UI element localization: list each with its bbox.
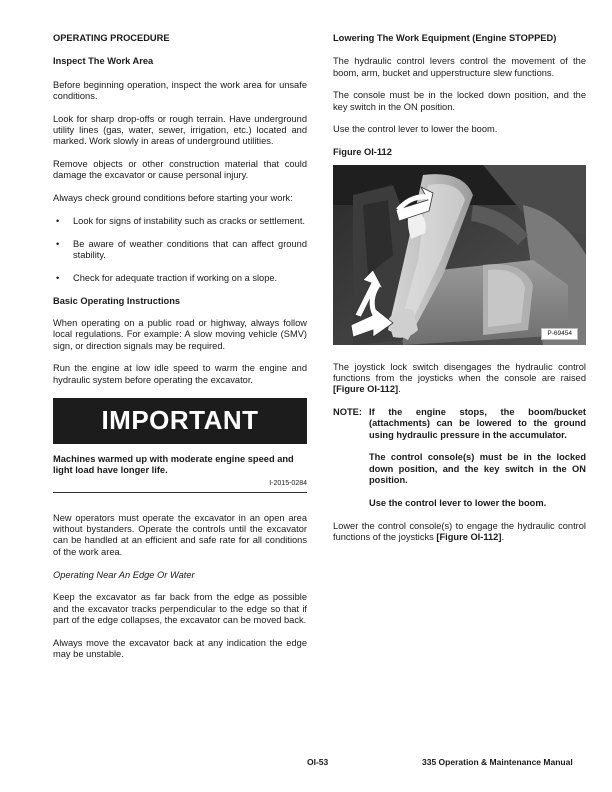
- figure-reference: [Figure OI-112]: [436, 531, 502, 542]
- left-column: [53, 33, 307, 672]
- note-block: [333, 407, 586, 509]
- bullet-list: [53, 216, 307, 284]
- important-banner: IMPORTANT: [53, 398, 307, 444]
- footer-manual-title: 335 Operation & Maintenance Manual: [422, 757, 573, 767]
- figure-reference: [Figure OI-112]: [333, 384, 399, 395]
- section-title: OPERATING PROCEDURE: [53, 33, 170, 43]
- bullet-glyph: •: [56, 272, 60, 283]
- note-label: NOTE:: [333, 406, 362, 417]
- paragraph: Always move the excavator back at any indication the edge may be unstable.: [53, 637, 307, 659]
- lowering-heading: Lowering The Work Equipment (Engine STOPPED): [333, 33, 557, 43]
- paragraph: Run the engine at low idle speed to warm the engine and hydraulic system before operating the excavator.: [53, 363, 307, 385]
- footer-page-number: OI-53: [307, 757, 329, 767]
- paragraph: Lower the control console(s) to engage the hydraulic control functions of the joysticks [Figure OI-112].: [333, 520, 586, 542]
- paragraph: The hydraulic control levers control the movement of the boom, arm, bucket and upperstructure slew functions.: [333, 56, 586, 78]
- edge-heading: Operating Near An Edge Or Water: [53, 569, 195, 580]
- bullet-glyph: •: [56, 238, 60, 249]
- important-rule: [53, 492, 307, 493]
- paragraph: When operating on a public road or highway, always follow local regulations. For example: A slow moving vehicle (SMV) sign, or direction signals may be required.: [53, 317, 307, 351]
- figure-label: Figure OI-112: [333, 147, 392, 158]
- paragraph: The console must be in the locked down position, and the key switch in the ON position.: [333, 90, 586, 112]
- note-paragraph: Use the control lever to lower the boom.: [369, 497, 547, 508]
- important-text: Machines warmed up with moderate engine speed and light load have longer life.: [53, 453, 294, 476]
- paragraph: Keep the excavator as far back from the edge as possible and the excavator tracks perpendicular to the edge so that if part of the edge collapses, the excavator can be moved back.: [53, 592, 307, 625]
- control-console-illustration: [333, 165, 586, 345]
- paragraph: The joystick lock switch disengages the hydraulic control functions from the joysticks when the console are raised [Figure OI-112].: [333, 361, 586, 395]
- paragraph: Use the control lever to lower the boom.: [333, 124, 498, 135]
- paragraph: Always check ground conditions before starting your work:: [53, 193, 293, 204]
- list-item: • Check for adequate traction if working on a slope.: [56, 272, 278, 283]
- inspect-heading: Inspect The Work Area: [53, 56, 154, 67]
- list-item: • Look for signs of instability such as cracks or settlement.: [56, 215, 306, 226]
- note-body: [369, 407, 586, 509]
- list-item: • Be aware of weather conditions that can affect ground stability.: [56, 238, 307, 261]
- note-paragraph: If the engine stops, the boom/bucket (attachments) can be lowered to the ground using hydraulic pressure in the accumulator.: [369, 406, 586, 440]
- note-paragraph: The control console(s) must be in the locked down position, and the key switch in the ON position.: [369, 452, 586, 485]
- paragraph: New operators must operate the excavator in an open area without bystanders. Operate the controls until the excavator can be handled at an efficient and safe rate for all conditions of the work area.: [53, 512, 307, 557]
- figure-photo: [333, 165, 586, 345]
- bullet-glyph: •: [56, 215, 60, 226]
- important-code: I-2015-0284: [269, 479, 307, 487]
- paragraph: Before beginning operation, inspect the work area for unsafe conditions.: [53, 79, 307, 101]
- right-column: [333, 33, 586, 555]
- basic-heading: Basic Operating Instructions: [53, 295, 181, 306]
- figure-code: P-69454: [541, 328, 578, 340]
- paragraph: Look for sharp drop-offs or rough terrain. Have underground utility lines (gas, water, sewer, irrigation, etc.) located and marked. Work slowly in areas of underground utilities.: [53, 113, 307, 147]
- paragraph: Remove objects or other construction material that could damage the excavator or cause personal injury.: [53, 159, 307, 181]
